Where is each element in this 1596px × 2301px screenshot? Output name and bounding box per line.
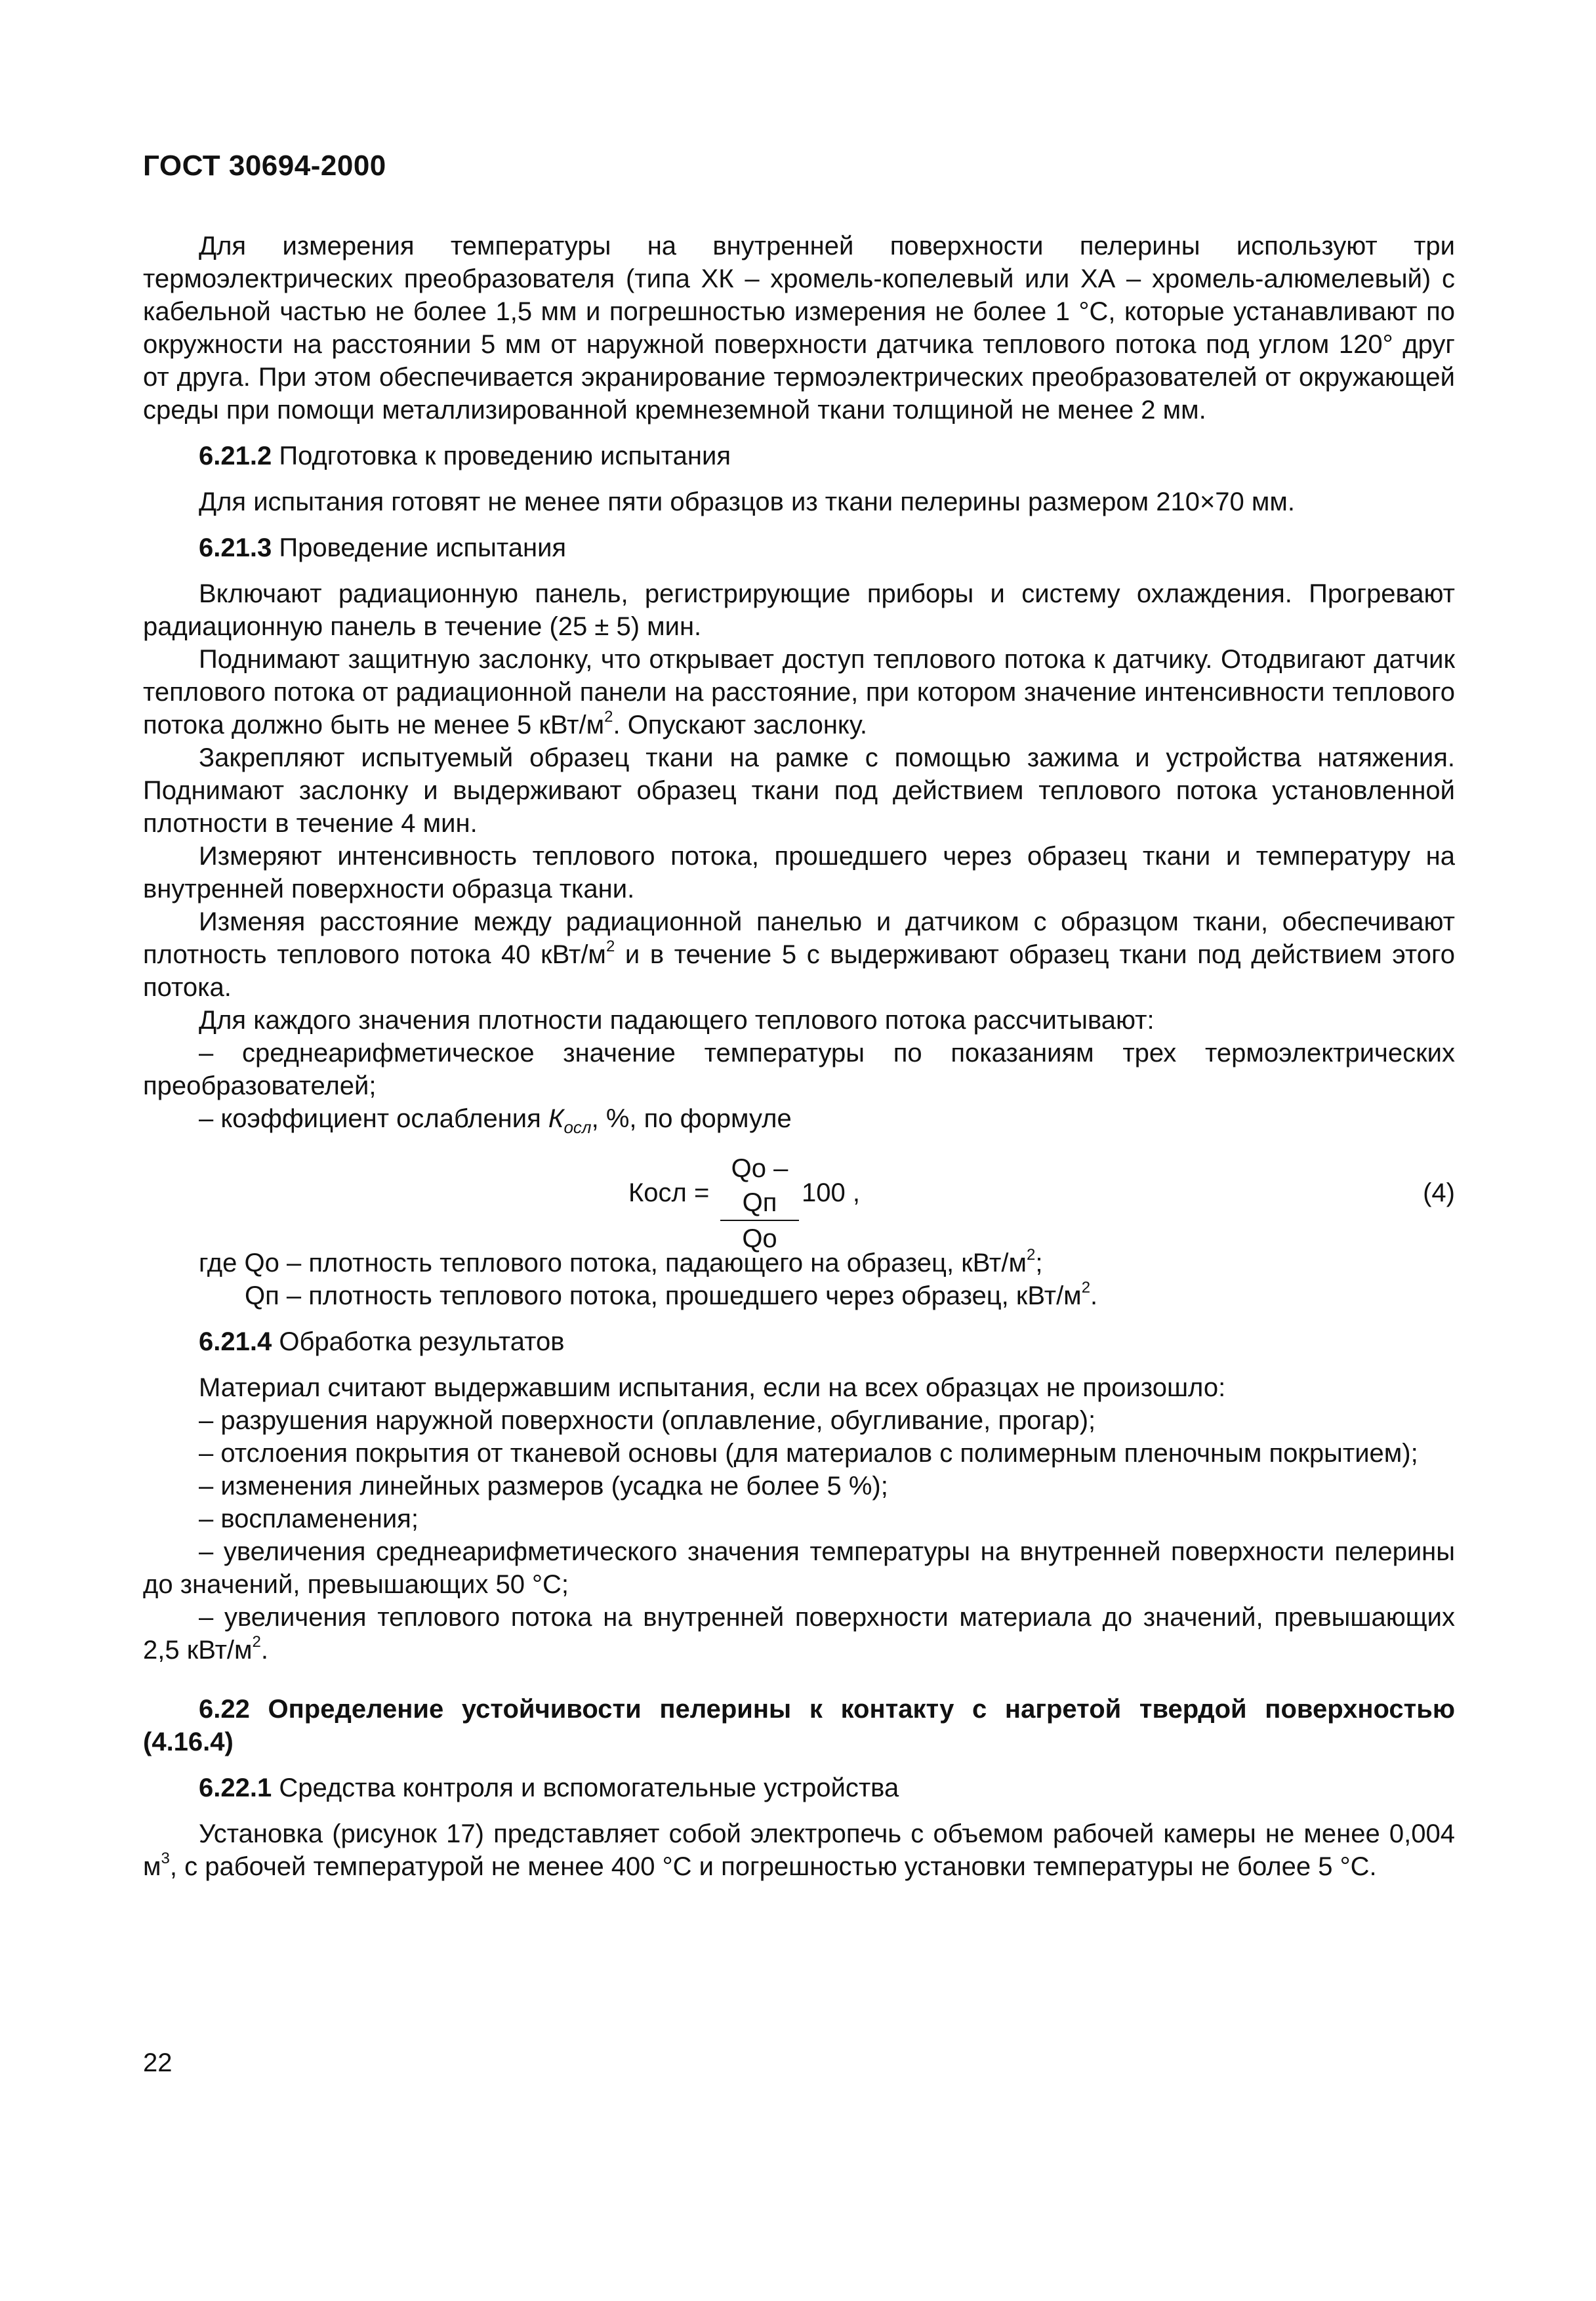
variable: К [548,1104,564,1133]
formula-denominator: Qо [742,1224,777,1253]
superscript: 2 [604,707,613,726]
paragraph [143,1817,1455,1883]
text-run: , %, по формуле [591,1104,792,1133]
list-item: – разрушения наружной поверхности (оплавление, обугливание, прогар); [199,1406,1096,1435]
section-title: Обработка результатов [272,1327,565,1356]
text-run: Поднимают защитную заслонку, что открывает доступ теплового потока к датчику. Отодвигают датчик теплового потока от радиационной панели на расстояние, при котором значение интенсивности теплового потока должно быть не менее 5 кВт/м [143,645,1455,739]
paragraph: Материал считают выдержавшим испытания, если на всех образцах не произошло: [199,1373,1226,1402]
list-item: – изменения линейных размеров (усадка не более 5 %); [199,1472,888,1501]
text-run: . [1090,1281,1098,1310]
section-number: 6.21.2 [199,442,272,470]
page-number: 22 [143,2048,173,2077]
paragraph [143,643,1455,741]
paragraph: Закрепляют испытуемый образец ткани на рамке с помощью зажима и устройства натяжения. Поднимают заслонку и выдерживают образец ткани под действием теплового потока установленной плотности в течение 4 мин. [143,743,1455,838]
formula-legend [143,1247,1455,1312]
paragraph: Для испытания готовят не менее пяти образцов из ткани пелерины размером 210×70 мм. [199,487,1296,516]
legend-line [143,1279,1455,1312]
subsection-heading-6-21-3 [143,531,1455,564]
section-title: Средства контроля и вспомогательные устройства [272,1773,899,1802]
section-title: Проведение испытания [272,533,567,562]
text-run: . Опускают заслонку. [613,711,867,739]
section-number: 6.22.1 [199,1773,272,1802]
formula-numerator: Qо – Qп [720,1151,799,1221]
text-run: Изменяя расстояние между радиационной панелью и датчиком с образцом ткани, обеспечивают плотность теплового потока 40 кВт/м [143,907,1455,969]
paragraph [143,905,1455,1004]
paragraph: Включают радиационную панель, регистрирующие приборы и систему охлаждения. Прогревают радиационную панель в течение (25 ± 5) мин. [143,579,1455,641]
variable-subscript: осл [563,1117,592,1137]
subsection-heading-6-21-2 [143,440,1455,472]
text-run: – увеличения теплового потока на внутренней поверхности материала до значений, превышающих 2,5 кВт/м [143,1603,1455,1665]
superscript: 2 [605,937,615,955]
superscript: 2 [252,1632,261,1651]
list-item: – отслоения покрытия от тканевой основы (для материалов с полимерным пленочным покрытием); [199,1439,1418,1468]
section-title: Подготовка к проведению испытания [272,442,731,470]
text-run: . [260,1636,268,1665]
formula-fraction [720,1151,799,1256]
list-item: – среднеарифметическое значение температуры по показаниям трех термоэлектрических преобразователей; [143,1039,1455,1100]
text-run: Qп – плотность теплового потока, прошедшего через образец, кВт/м [245,1281,1082,1310]
subsection-heading-6-22-1 [143,1772,1455,1804]
list-item [143,1102,1455,1135]
subsection-heading-6-21-4 [143,1325,1455,1358]
text-run: ; [1035,1249,1043,1277]
list-item: – воспламенения; [199,1504,419,1533]
section-number: 6.21.3 [199,533,272,562]
legend-line [143,1247,1455,1279]
superscript: 2 [1081,1278,1091,1296]
formula-number: (4) [1423,1178,1455,1207]
paragraph: Измеряют интенсивность теплового потока, прошедшего через образец ткани и температуру на внутренней поверхности образца ткани. [143,842,1455,903]
list-item [143,1601,1455,1667]
text-run: и в течение 5 с выдерживают образец ткани под действием этого потока. [143,940,1456,1002]
section-heading-6-22: 6.22 Определение устойчивости пелерины к контакту с нагретой твердой поверхностью (4.16.4) [143,1695,1455,1756]
text-run: , с рабочей температурой не менее 400 °С и погрешностью установки температуры не более 5 °С. [169,1852,1377,1881]
text-run: Установка (рисунок 17) представляет собой электропечь с объемом рабочей камеры не менее 0,004 м [143,1819,1455,1881]
formula-multiplier: 100 , [802,1178,860,1207]
paragraph: Для измерения температуры на внутренней поверхности пелерины используют три термоэлектрических преобразователя (типа ХК – хромель-копелевый или ХА – хромель-алюмелевый) с кабельной частью не более 1,5 мм и погрешностью измерения не более 1 °С, которые устанавливают по окружности на расстоянии 5 мм от наружной поверхности датчика теплового потока под углом 120° друг от друга. При этом обеспечивается экранирование термоэлектрических преобразователей от окружающей среды при помощи металлизированной кремнеземной ткани толщиной не менее 2 мм. [143,232,1455,425]
document-body [143,230,1455,1883]
text-run: где Qо – плотность теплового потока, падающего на образец, кВт/м [199,1249,1027,1277]
paragraph: Для каждого значения плотности падающего теплового потока рассчитывают: [199,1006,1155,1035]
superscript: 3 [161,1849,170,1867]
superscript: 2 [1026,1245,1036,1264]
formula-lhs: Косл = [628,1178,710,1207]
section-number: 6.21.4 [199,1327,272,1356]
list-item: – увеличения среднеарифметического значения температуры на внутренней поверхности пелерины до значений, превышающих 50 °С; [143,1537,1455,1599]
text-run: – коэффициент ослабления [199,1104,548,1133]
formula-4 [143,1151,1455,1253]
document-header: ГОСТ 30694-2000 [143,150,386,182]
